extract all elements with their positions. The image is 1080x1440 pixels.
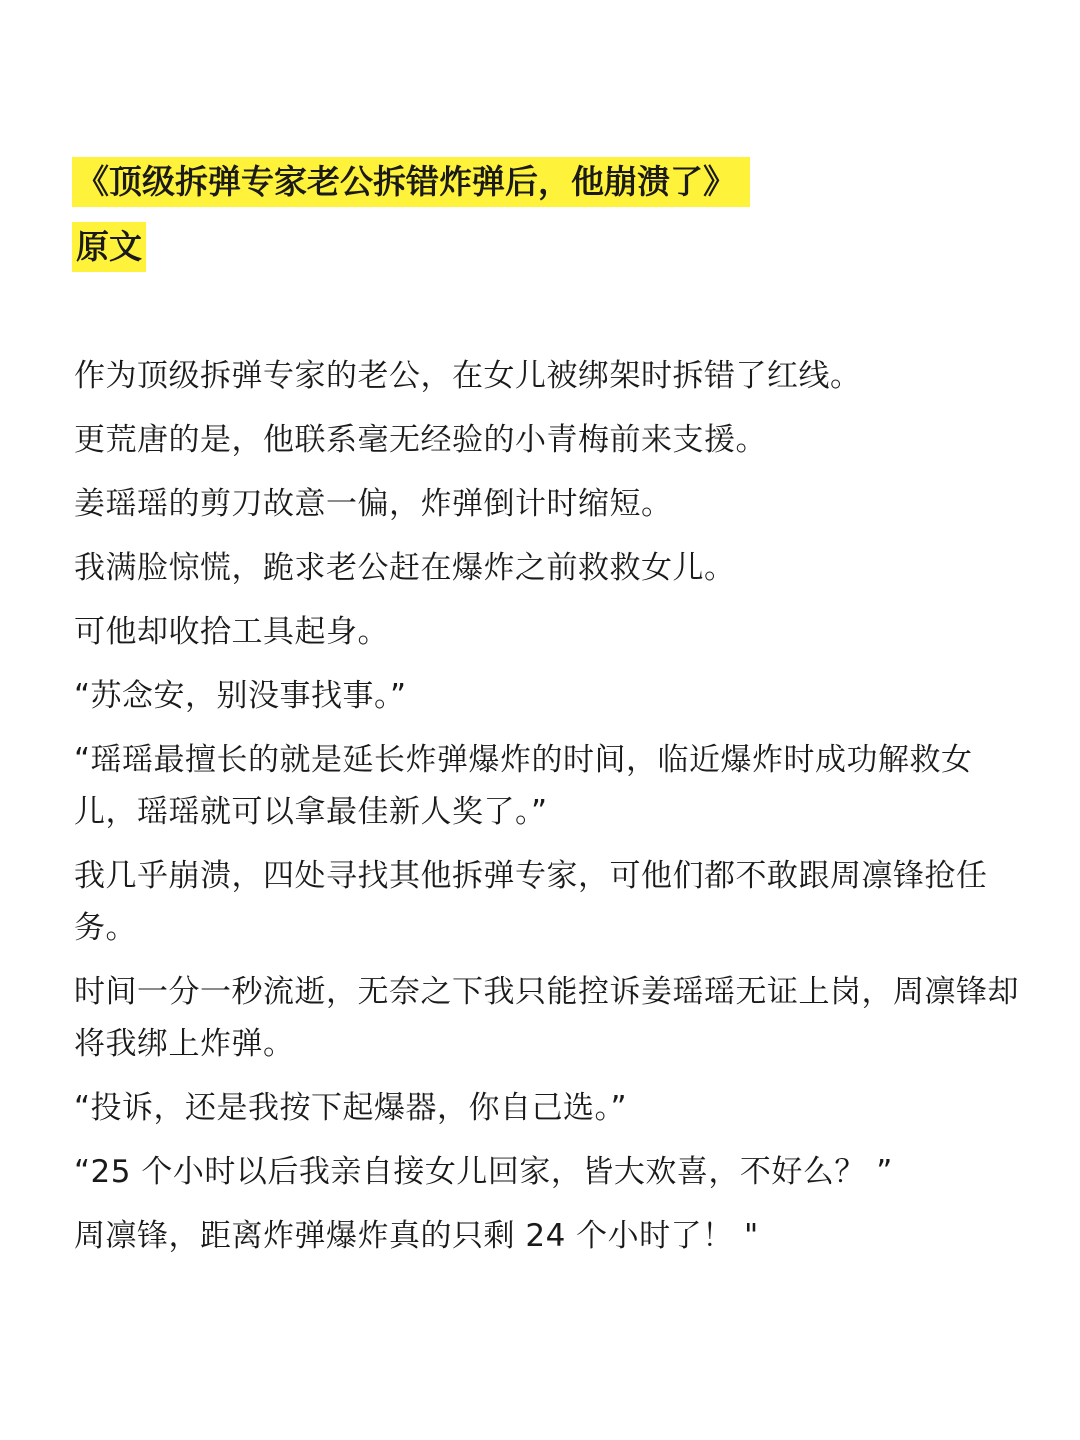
paragraph-10: “投诉，还是我按下起爆器，你自己选。” <box>74 1090 628 1126</box>
paragraph-2: 更荒唐的是，他联系毫无经验的小青梅前来支援。 <box>74 422 767 458</box>
paragraph-5: 可他却收拾工具起身。 <box>74 614 389 650</box>
paragraph-12: 周凛锋，距离炸弹爆炸真的只剩 24 个小时了！ " <box>74 1218 759 1254</box>
paragraph-6: “苏念安，别没事找事。” <box>74 678 407 714</box>
article-title: 《顶级拆弹专家老公拆错炸弹后，他崩溃了》 <box>72 157 750 207</box>
paragraph-11: “25 个小时以后我亲自接女儿回家，皆大欢喜，不好么？ ” <box>74 1154 893 1190</box>
article-subtitle: 原文 <box>72 222 146 272</box>
paragraph-3: 姜瑶瑶的剪刀故意一偏，炸弹倒计时缩短。 <box>74 486 673 522</box>
paragraph-1: 作为顶级拆弹专家的老公，在女儿被绑架时拆错了红线。 <box>74 358 862 394</box>
paragraph-7: “瑶瑶最擅长的就是延长炸弹爆炸的时间，临近爆炸时成功解救女儿，瑶瑶就可以拿最佳新人奖了。” <box>74 742 973 830</box>
paragraph-4: 我满脸惊慌，跪求老公赶在爆炸之前救救女儿。 <box>74 550 736 586</box>
paragraph-8: 我几乎崩溃，四处寻找其他拆弹专家，可他们都不敢跟周凛锋抢任务。 <box>74 858 988 946</box>
article-body <box>74 350 1034 1274</box>
paragraph-9: 时间一分一秒流逝，无奈之下我只能控诉姜瑶瑶无证上岗，周凛锋却将我绑上炸弹。 <box>74 974 1019 1062</box>
